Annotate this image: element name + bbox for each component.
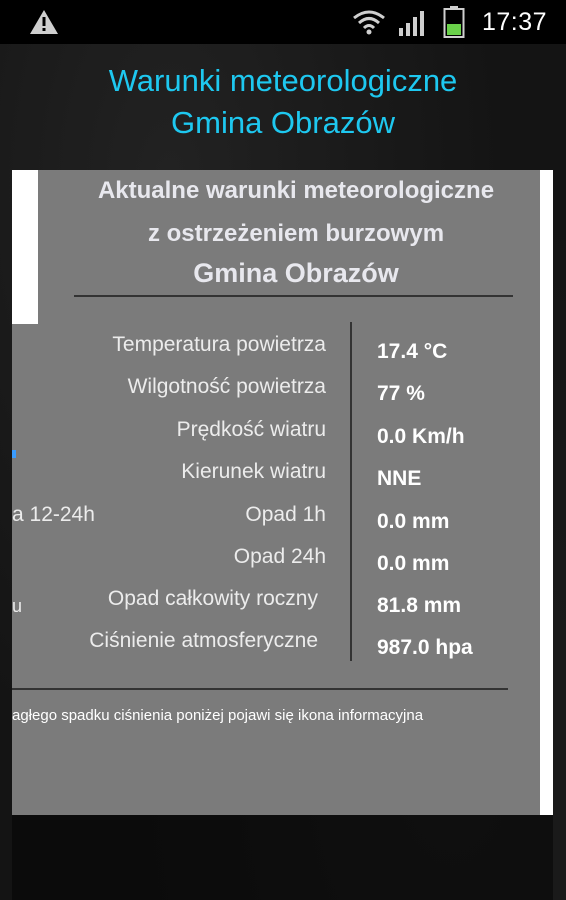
column-divider (350, 322, 352, 661)
value-wind-speed: 0.0 Km/h (377, 425, 465, 448)
value-rain-24h: 0.0 mm (377, 552, 450, 575)
status-bar (0, 0, 566, 44)
clipped-label-forecast: a 12-24h (12, 503, 95, 526)
value-rain-1h: 0.0 mm (377, 510, 450, 533)
blue-marker (12, 450, 16, 458)
app-title-line1: Warunki meteorologiczne (108, 63, 458, 98)
panel-heading-line1: Aktualne warunki meteorologiczne (97, 177, 495, 204)
panel-heading-line2: z ostrzeżeniem burzowym (147, 220, 445, 247)
label-temperature: Temperatura powietrza (112, 333, 326, 356)
label-rain-yearly: Opad całkowity roczny (107, 587, 318, 610)
value-pressure: 987.0 hpa (377, 636, 473, 659)
footer-divider (12, 688, 508, 690)
label-rain-24h: Opad 24h (233, 545, 326, 568)
signal-icon (398, 10, 426, 36)
panel-white-strip (12, 170, 38, 324)
label-wind-speed: Prędkość wiatru (176, 418, 326, 441)
app-title-line2: Gmina Obrazów (171, 105, 395, 140)
clock: 17:37 (482, 8, 548, 36)
wifi-icon (352, 8, 386, 36)
value-temperature: 17.4 °C (377, 340, 448, 363)
label-pressure: Ciśnienie atmosferyczne (89, 629, 318, 652)
heading-divider (74, 295, 513, 297)
footer-note: agłego spadku ciśnienia poniżej pojawi się ikona informacyjna (12, 707, 424, 724)
label-humidity: Wilgotność powietrza (127, 375, 326, 398)
value-humidity: 77 % (377, 382, 425, 405)
panel-heading-location: Gmina Obrazów (193, 258, 399, 288)
value-rain-yearly: 81.8 mm (377, 594, 462, 617)
value-wind-direction: NNE (377, 467, 422, 490)
bottom-shadow (12, 815, 553, 900)
warning-icon (29, 9, 59, 35)
label-rain-1h: Opad 1h (245, 503, 326, 526)
battery-icon (443, 6, 465, 38)
weather-panel[interactable] (12, 170, 540, 815)
clipped-label-fragment: u (12, 596, 23, 616)
app-title (0, 60, 566, 144)
label-wind-direction: Kierunek wiatru (181, 460, 326, 483)
